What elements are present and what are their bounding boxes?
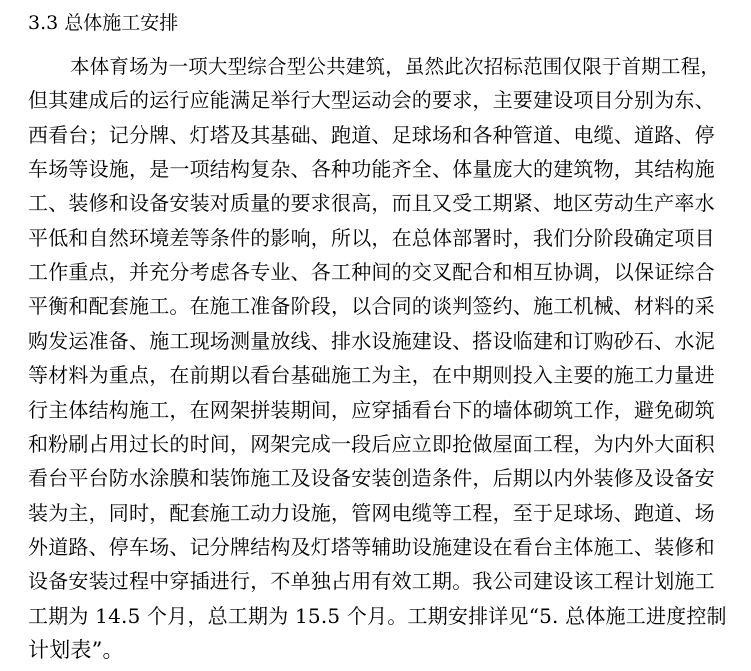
paragraph-line: 平低和自然环境差等条件的影响，所以，在总体部署时，我们分阶段确定项目 — [28, 226, 715, 250]
paragraph-line: 看台平台防水涂膜和装饰施工及设备安装创造条件，后期以内外装修及设备安 — [28, 466, 715, 490]
paragraph-line: 行主体结构施工，在网架拼装期间，应穿插看台下的墙体砌筑工作，避免砌筑 — [28, 398, 715, 422]
paragraph-line: 本体育场为一项大型综合型公共建筑，虽然此次招标范围仅限于首期工程， — [70, 55, 721, 78]
paragraph-line: 外道路、停车场、记分牌结构及灯塔等辅助设施建设在看台主体施工、装修和 — [28, 535, 715, 559]
paragraph-line: 设备安装过程中穿插进行，不单独占用有效工期。我公司建设该工程计划施工 — [28, 569, 715, 593]
paragraph-line: 和粉刷占用过长的时间，网架完成一段后应立即抢做屋面工程，为内外大面积 — [28, 432, 715, 456]
paragraph-line: 购发运准备、施工现场测量放线、排水设施建设、搭设临建和订购砂石、水泥 — [28, 329, 715, 353]
paragraph-line: 西看台；记分牌、灯塔及其基础、跑道、足球场和各种管道、电缆、道路、停 — [28, 123, 715, 147]
paragraph-line: 工作重点，并充分考虑各专业、各工种间的交叉配合和相互协调，以保证综合 — [28, 260, 715, 284]
paragraph-line: 平衡和配套施工。在施工准备阶段，以合同的谈判签约、施工机械、材料的采 — [28, 294, 715, 318]
paragraph-line: 工期为 14.5 个月，总工期为 15.5 个月。工期安排详见“5. 总体施工进度控制 — [28, 604, 727, 628]
paragraph-line: 等材料为重点，在前期以看台基础施工为主，在中期则投入主要的施工力量进 — [28, 363, 715, 387]
paragraph-line: 但其建成后的运行应能满足举行大型运动会的要求，主要建设项目分别为东、 — [28, 88, 715, 112]
paragraph-line: 计划表”。 — [28, 638, 124, 662]
paragraph-line: 工、装修和设备安装对质量的要求很高，而且又受工期紧、地区劳动生产率水 — [28, 191, 715, 215]
paragraph-line: 装为主，同时，配套施工动力设施，管网电缆等工程，至于足球场、跑道、场 — [28, 501, 715, 525]
section-heading: 3.3 总体施工安排 — [28, 12, 179, 34]
paragraph-line: 车场等设施，是一项结构复杂、各种功能齐全、体量庞大的建筑物，其结构施 — [28, 157, 715, 181]
